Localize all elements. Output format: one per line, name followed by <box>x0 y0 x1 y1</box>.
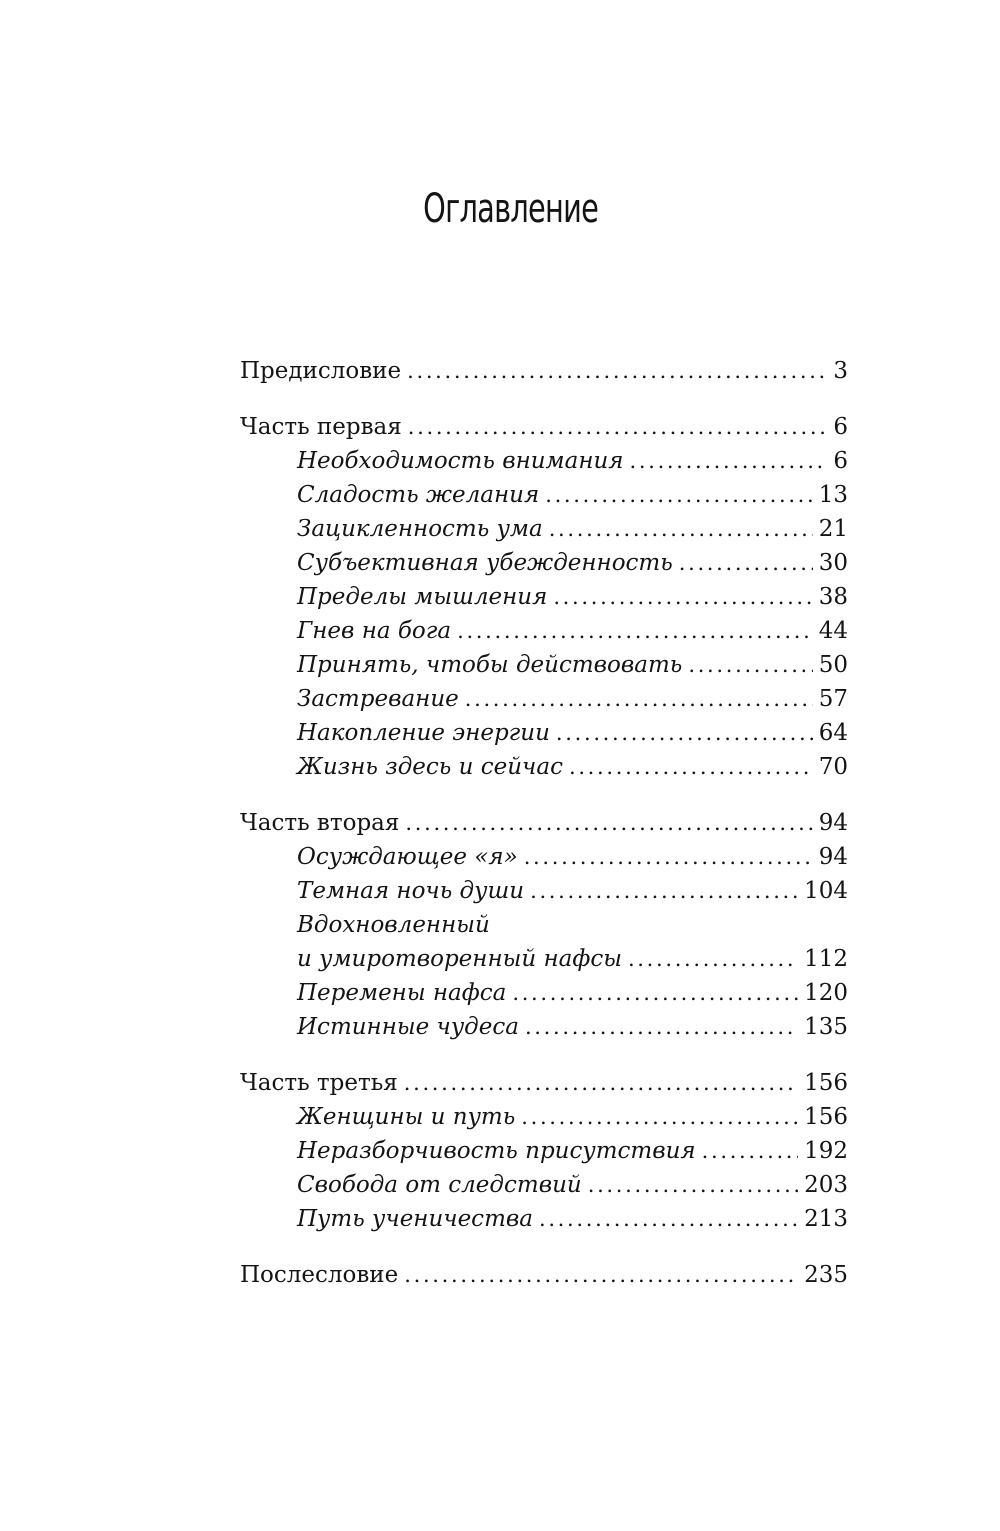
toc-entry-title: Перемены нафса <box>297 980 507 1006</box>
toc-entry-title: Зацикленность ума <box>297 516 543 542</box>
toc-entry-title: Необходимость внимания <box>297 448 624 474</box>
toc-entry[interactable] <box>240 1258 848 1292</box>
dot-leader <box>679 546 813 580</box>
toc-entry-page: 192 <box>804 1138 848 1164</box>
dot-leader <box>628 942 798 976</box>
toc-entry-page: 64 <box>818 720 848 746</box>
toc-entry-title: Вдохновленный <box>297 912 490 938</box>
toc-subentry[interactable] <box>240 942 848 976</box>
toc-entry-page: 6 <box>833 414 848 440</box>
toc-entry-title: Субъективная убежденность <box>297 550 673 576</box>
toc-entry-page: 6 <box>833 448 848 474</box>
toc-entry-page: 235 <box>804 1262 848 1288</box>
dot-leader <box>407 354 827 388</box>
toc-entry-title: Часть вторая <box>240 810 400 836</box>
toc-entry-page: 94 <box>818 844 848 870</box>
dot-leader <box>404 1066 798 1100</box>
dot-leader <box>530 874 798 908</box>
dot-leader <box>539 1202 798 1236</box>
dot-leader <box>569 750 813 784</box>
toc-subentry-first-line[interactable] <box>240 908 848 942</box>
toc-subentry[interactable] <box>240 580 848 614</box>
toc-entry-title: Накопление энергии <box>297 720 550 746</box>
toc-entry-title: Застревание <box>297 686 459 712</box>
toc-entry-title: Часть третья <box>240 1070 398 1096</box>
toc-entry-page: 3 <box>833 358 848 384</box>
toc-entry-title-continued: и умиротворенный нафсы <box>297 946 622 972</box>
dot-leader <box>408 410 828 444</box>
toc-entry-title: Свобода от следствий <box>297 1172 582 1198</box>
toc-subentry[interactable] <box>240 512 848 546</box>
toc-entry[interactable] <box>240 410 848 444</box>
dot-leader <box>588 1168 798 1202</box>
toc-subentry[interactable] <box>240 614 848 648</box>
dot-leader <box>465 682 813 716</box>
toc-entry-title: Сладость желания <box>297 482 540 508</box>
dot-leader <box>688 648 812 682</box>
toc-entry[interactable] <box>240 354 848 388</box>
toc-entry-title: Послесловие <box>240 1262 399 1288</box>
toc-subentry[interactable] <box>240 682 848 716</box>
toc-subentry[interactable] <box>240 546 848 580</box>
toc-entry-page: 203 <box>804 1172 848 1198</box>
toc-subentry[interactable] <box>240 1010 848 1044</box>
toc-entry-title: Пределы мышления <box>297 584 548 610</box>
toc-entry-title: Темная ночь души <box>297 878 525 904</box>
table-of-contents <box>240 354 848 1292</box>
dot-leader <box>556 716 813 750</box>
toc-subentry[interactable] <box>240 1168 848 1202</box>
toc-entry-page: 70 <box>818 754 848 780</box>
dot-leader <box>549 512 813 546</box>
toc-subentry[interactable] <box>240 478 848 512</box>
toc-subentry[interactable] <box>240 874 848 908</box>
dot-leader <box>545 478 813 512</box>
page-title: Оглавление <box>423 186 599 232</box>
toc-subentry[interactable] <box>240 1134 848 1168</box>
toc-subentry[interactable] <box>240 750 848 784</box>
toc-entry-page: 13 <box>818 482 848 508</box>
toc-entry-title: Жизнь здесь и сейчас <box>297 754 563 780</box>
toc-entry-page: 30 <box>818 550 848 576</box>
toc-entry-title: Принять, чтобы действовать <box>297 652 683 678</box>
toc-entry-page: 94 <box>818 810 848 836</box>
toc-entry-title: Предисловие <box>240 358 402 384</box>
toc-entry-page: 156 <box>804 1070 848 1096</box>
toc-entry-title: Путь ученичества <box>297 1206 533 1232</box>
toc-entry-page: 38 <box>818 584 848 610</box>
toc-entry[interactable] <box>240 806 848 840</box>
dot-leader <box>521 1100 798 1134</box>
toc-entry-page: 112 <box>804 946 848 972</box>
toc-subentry[interactable] <box>240 1202 848 1236</box>
toc-subentry[interactable] <box>240 840 848 874</box>
toc-entry-page: 57 <box>818 686 848 712</box>
toc-subentry[interactable] <box>240 648 848 682</box>
toc-entry-title: Истинные чудеса <box>297 1014 519 1040</box>
toc-entry-page: 135 <box>804 1014 848 1040</box>
dot-leader <box>405 806 812 840</box>
dot-leader <box>512 976 798 1010</box>
toc-entry-page: 156 <box>804 1104 848 1130</box>
toc-subentry[interactable] <box>240 1100 848 1134</box>
toc-subentry[interactable] <box>240 976 848 1010</box>
toc-entry-title: Женщины и путь <box>297 1104 516 1130</box>
dot-leader <box>553 580 812 614</box>
toc-entry-page: 21 <box>818 516 848 542</box>
toc-entry-page: 50 <box>818 652 848 678</box>
dot-leader <box>457 614 813 648</box>
toc-subentry[interactable] <box>240 716 848 750</box>
dot-leader <box>630 444 828 478</box>
dot-leader <box>525 1010 798 1044</box>
dot-leader <box>404 1258 798 1292</box>
toc-subentry[interactable] <box>240 444 848 478</box>
toc-entry-page: 104 <box>804 878 848 904</box>
toc-entry-title: Неразборчивость присутствия <box>297 1138 696 1164</box>
toc-entry-page: 44 <box>818 618 848 644</box>
toc-entry-title: Осуждающее «я» <box>297 844 518 870</box>
toc-entry[interactable] <box>240 1066 848 1100</box>
toc-entry-title: Часть первая <box>240 414 402 440</box>
toc-entry-page: 120 <box>804 980 848 1006</box>
dot-leader <box>524 840 813 874</box>
dot-leader <box>702 1134 798 1168</box>
toc-entry-page: 213 <box>804 1206 848 1232</box>
toc-entry-title: Гнев на бога <box>297 618 452 644</box>
